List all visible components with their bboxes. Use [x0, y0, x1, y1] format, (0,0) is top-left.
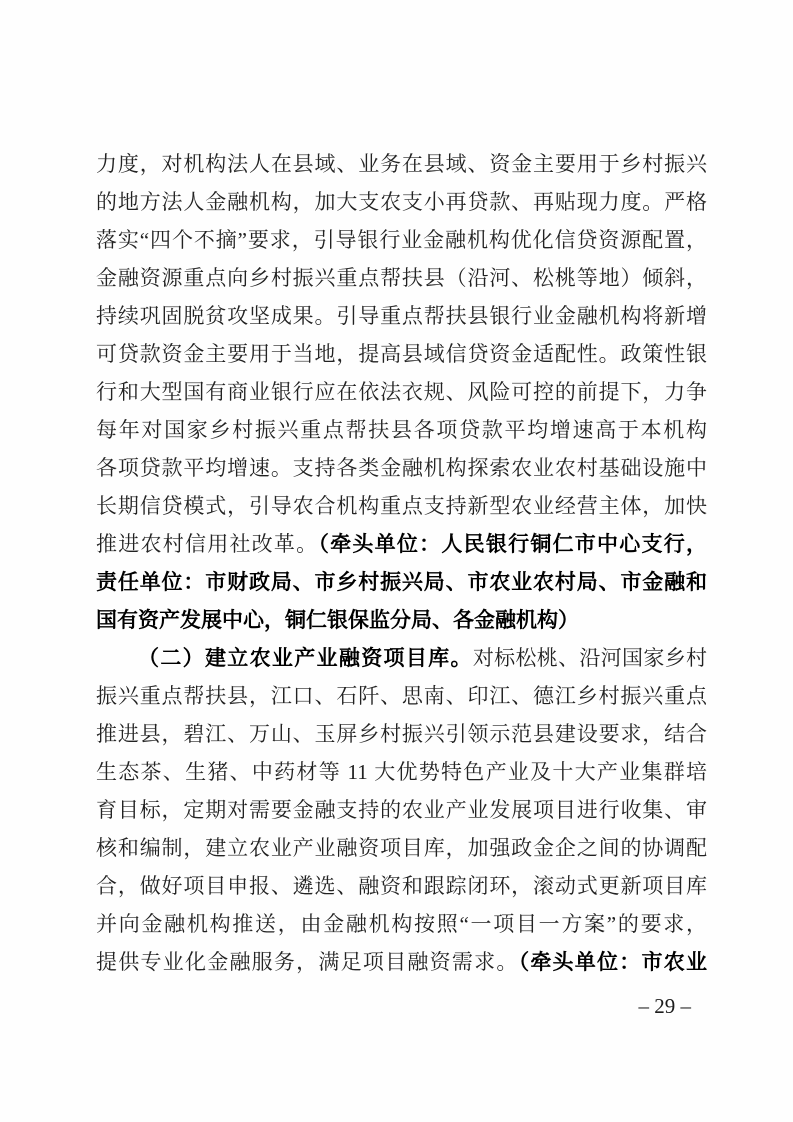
text-line — [96, 259, 707, 297]
text-line — [96, 829, 707, 867]
text-line — [96, 145, 707, 183]
body-text: 力度，对机构法人在县域、业务在县域、资金主要用于乡村振兴 — [96, 152, 707, 176]
body-text: 落实“四个不摘”要求，引导银行业金融机构优化信贷资源配置， — [96, 228, 707, 252]
emphasis-text: （二）建立农业产业融资项目库。 — [138, 646, 473, 670]
text-line — [96, 297, 707, 335]
text-line — [96, 221, 707, 259]
body-text: 合，做好项目申报、遴选、融资和跟踪闭环，滚动式更新项目库 — [96, 874, 707, 898]
body-text: 长期信贷模式，引导农合机构重点支持新型农业经营主体，加快 — [96, 494, 707, 518]
body-text: 提供专业化金融服务，满足项目融资需求。 — [96, 950, 519, 974]
body-text: 并向金融机构推送，由金融机构按照“一项目一方案”的要求， — [96, 912, 707, 936]
text-line — [96, 905, 707, 943]
body-text: 的地方法人金融机构，加大支农支小再贷款、再贴现力度。严格 — [96, 190, 707, 214]
text-line — [96, 753, 707, 791]
emphasis-text: 责任单位：市财政局、市乡村振兴局、市农业农村局、市金融和 — [96, 571, 707, 594]
body-text: 金融资源重点向乡村振兴重点帮扶县（沿河、松桃等地）倾斜， — [96, 266, 707, 290]
page-footer — [639, 991, 692, 1021]
page-number: – 29 – — [638, 994, 691, 1018]
emphasis-text: 国有资产发展中心，铜仁银保监分局、各金融机构） — [96, 609, 579, 632]
text-line — [96, 335, 707, 373]
text-line — [96, 487, 707, 525]
body-text: 各项贷款平均增速。支持各类金融机构探索农业农村基础设施中 — [96, 456, 707, 480]
text-line — [96, 791, 707, 829]
text-line — [96, 373, 707, 411]
text-line — [96, 449, 707, 487]
text-line — [96, 183, 707, 221]
body-text: 核和编制，建立农业产业融资项目库，加强政金企之间的协调配 — [96, 836, 707, 860]
text-line — [96, 867, 707, 905]
body-text: 生态茶、生猪、中药材等 11 大优势特色产业及十大产业集群培 — [96, 760, 707, 784]
text-line — [96, 639, 707, 677]
text-line — [96, 525, 707, 563]
body-text: 持续巩固脱贫攻坚成果。引导重点帮扶县银行业金融机构将新增 — [96, 304, 707, 328]
body-text: 推进县，碧江、万山、玉屏乡村振兴引领示范县建设要求，结合 — [96, 722, 707, 746]
body-text: 振兴重点帮扶县，江口、石阡、思南、印江、德江乡村振兴重点 — [96, 684, 707, 708]
text-line — [96, 677, 707, 715]
body-text: 推进农村信用社改革。 — [96, 532, 319, 556]
text-line — [96, 411, 707, 449]
emphasis-text: （牵头单位：人民银行铜仁市中心支行， — [318, 533, 707, 556]
body-text: 对标松桃、沿河国家乡村 — [472, 646, 707, 670]
text-line — [96, 601, 707, 639]
body-text: 每年对国家乡村振兴重点帮扶县各项贷款平均增速高于本机构 — [96, 418, 707, 442]
text-line — [96, 563, 707, 601]
body-text: 可贷款资金主要用于当地，提高县域信贷资金适配性。政策性银 — [96, 342, 707, 366]
body-text: 行和大型国有商业银行应在依法衣规、风险可控的前提下，力争 — [96, 380, 707, 404]
text-line — [96, 943, 707, 981]
document-body — [96, 145, 707, 981]
body-text: 育目标，定期对需要金融支持的农业产业发展项目进行收集、审 — [96, 798, 707, 822]
text-line — [96, 715, 707, 753]
emphasis-text: （牵头单位：市农业 — [518, 951, 707, 974]
